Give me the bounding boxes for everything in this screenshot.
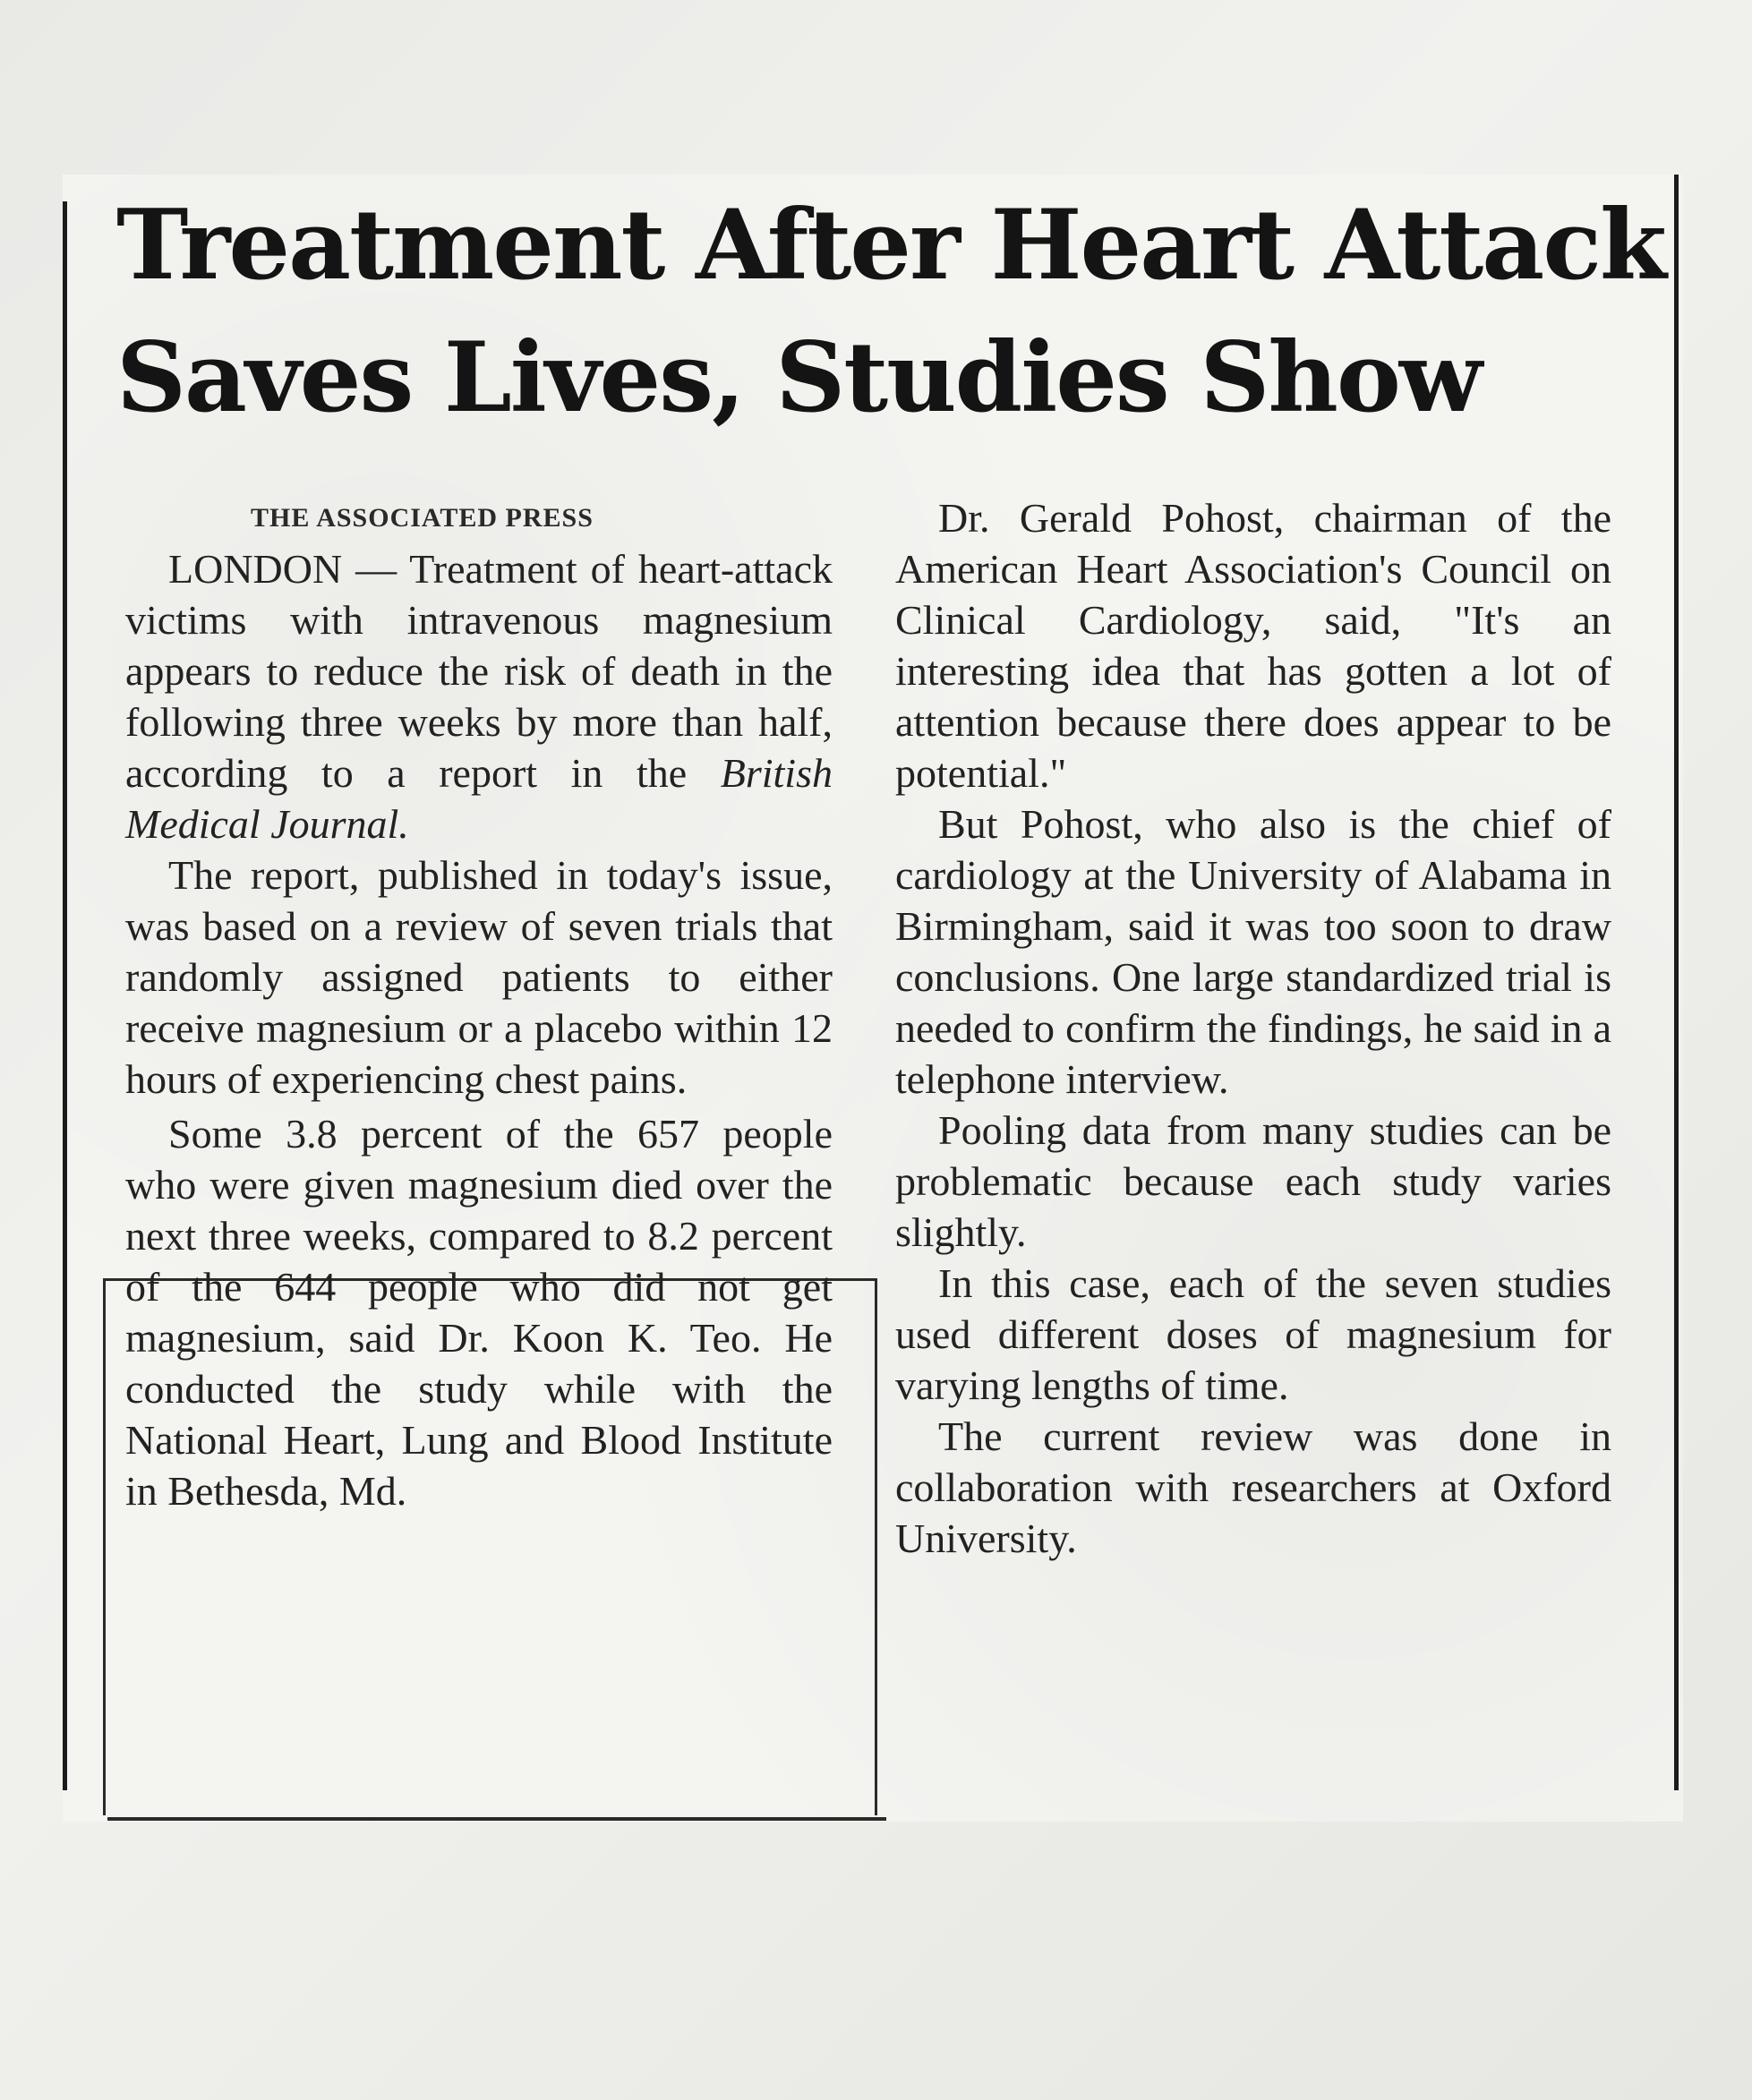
paragraph-results: Some 3.8 percent of the 657 people who were given magnesium died over the next three weeks, compared to 8.2 percent of the 644 people who did not get magnesium, said Dr. Koon K. Teo. He conducted the study while with the National Heart, Lung and Blood Institute in Bethesda, Md. xyxy=(125,1111,833,1514)
paragraph-pooling-data: Pooling data from many studies can be problematic because each study varies slightly. xyxy=(895,1107,1611,1255)
dateline: LONDON — xyxy=(168,546,410,592)
lead-paragraph-text: Treatment of heart-attack victims with intravenous magnesium appears to reduce the risk of death in the following three weeks by more than half, according to a report in the xyxy=(125,546,833,796)
headline-line-2: Saves Lives, Studies Show xyxy=(116,321,1481,434)
left-column xyxy=(125,492,833,1516)
journal-name: British Medical Journal. xyxy=(125,750,833,847)
bottom-border-rule xyxy=(107,1817,886,1821)
left-border-rule xyxy=(63,201,67,1790)
right-border-rule xyxy=(1674,175,1679,1790)
lead-paragraph xyxy=(125,543,833,849)
byline: THE ASSOCIATED PRESS xyxy=(251,503,594,533)
right-column xyxy=(895,492,1611,1564)
headline-line-1: Treatment After Heart Attack xyxy=(116,189,1665,302)
paragraph-doses: In this case, each of the seven studies used different doses of magnesium for varying lengths of time. xyxy=(895,1260,1611,1408)
headline xyxy=(116,179,1665,444)
paragraph-report: The report, published in today's issue, was based on a review of seven trials that randomly assigned patients to either receive magnesium or a placebo within 12 hours of experiencing chest pains. xyxy=(125,852,833,1102)
paragraph-pohost-caution: But Pohost, who also is the chief of cardiology at the University of Alabama in Birmingham, said it was too soon to draw conclusions. One large standardized trial is needed to confirm the findings, he said in a telephone interview. xyxy=(895,801,1611,1102)
paragraph-pohost-quote: Dr. Gerald Pohost, chairman of the American Heart Association's Council on Clinical Cardiology, said, "It's an interesting idea that has gotten a lot of attention because there does appear to be potential." xyxy=(895,495,1611,796)
paragraph-collaboration: The current review was done in collaboration with researchers at Oxford University. xyxy=(895,1413,1611,1561)
